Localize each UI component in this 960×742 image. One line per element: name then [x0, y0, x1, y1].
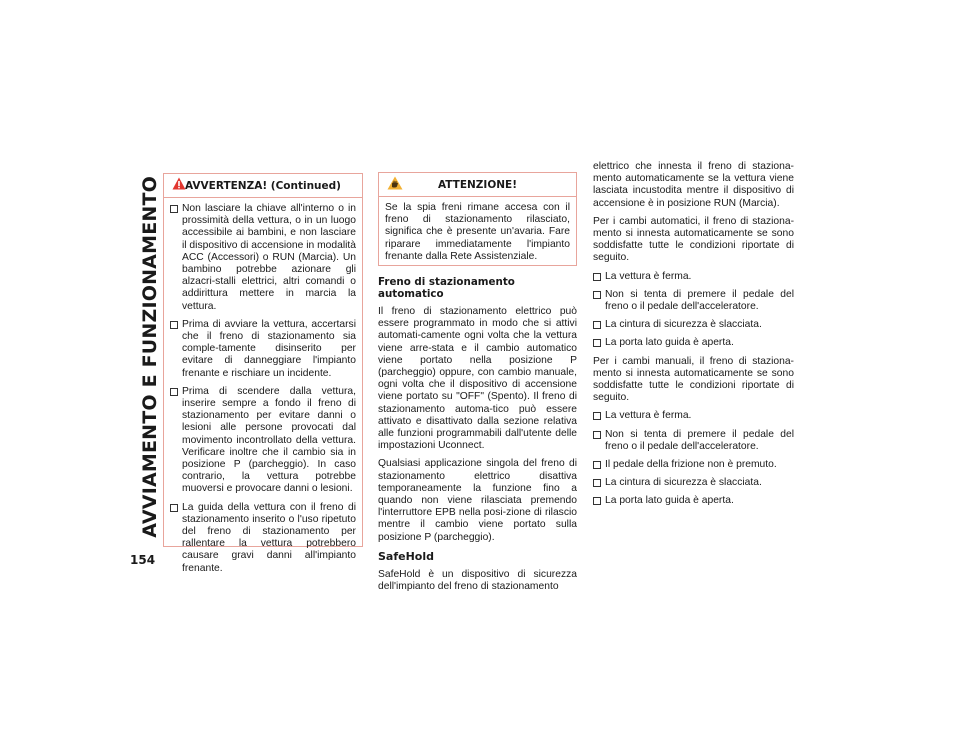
checkbox-icon [593, 479, 601, 487]
list-item-text: Non lasciare la chiave all'interno o in prossimità della vettura, o in un luogo accessibile ai bambini, e non lasciare il dispositivo di accensione in modalità ACC (Accessori) o RUN (Marcia). Un bambino potrebbe azionare gli alzacri-stalli elettrici, altri comandi o addirittura mettere in marcia la vettura. [182, 203, 356, 312]
list-item-text: La guida della vettura con il freno di stazionamento inserito o l'uso ripetuto del freno di stazionamento per rallentare la vettura potrebbero causare gravi danni all'impianto frenante. [182, 501, 356, 574]
checkbox-icon [593, 497, 601, 505]
list-item [170, 203, 356, 313]
column-3 [593, 161, 794, 514]
list-item-text: La porta lato guida è aperta. [605, 495, 734, 507]
checkbox-icon [170, 205, 178, 213]
list-item [593, 337, 794, 349]
checkbox-icon [170, 388, 178, 396]
section-heading: Freno di stazionamento automatico [378, 276, 515, 300]
paragraph: elettrico che innesta il freno di staziona-mento automaticamente se la vettura viene lasciata incustodita mentre il dispositivo di accensione è in posizione RUN (Marcia). [593, 161, 794, 209]
list-item-text: Prima di avviare la vettura, accertarsi che il freno di stazionamento sia comple-tamente disinserito per evitare di danneggiare l'impianto frenante e rischiare un incidente. [182, 318, 356, 379]
checkbox-icon [170, 321, 178, 329]
warning-box-title: AVVERTENZA! (Continued) [185, 179, 341, 192]
paragraph: Per i cambi automatici, il freno di staziona-mento si innesta automaticamente se sono soddisfatte tutte le condizioni riportate di seguito. [593, 215, 794, 264]
paragraph: Per i cambi manuali, il freno di staziona-mento si innesta automaticamente se sono soddisfatte tutte le condizioni riportate di seguito. [593, 355, 794, 404]
list-item [593, 271, 794, 283]
list-item [593, 289, 794, 313]
list-item [170, 502, 356, 575]
list-item [593, 477, 794, 489]
list-item [170, 386, 356, 496]
paragraph: Il freno di stazionamento elettrico può essere programmato in modo che si attivi automati-camente ogni volta che la vettura viene arre-stata e il cambio automatico viene portato nella posizione P (parcheggio) oppure, con cambio manuale, ogni volta che il dispositivo di accensione viene portato su "OFF" (Spento). Il freno di stazionamento automa-tico può essere attivato e disattivato dalla sezione relativa alle funzioni programmabili dall'utente delle impostazioni Uconnect. [378, 306, 577, 452]
paragraph: Qualsiasi applicazione singola del freno di stazionamento elettrico disattiva temporaneamente la funzione fino a quando non viene rilasciata premendo l'interruttore EPB nella posi-zione di rilascio mentre il cambio viene portato sulla posizione P (parcheggio). [378, 458, 577, 543]
list-item-text: Non si tenta di premere il pedale del freno o il pedale dell'acceleratore. [605, 428, 794, 452]
checkbox-icon [593, 291, 601, 299]
warning-box [163, 173, 363, 574]
list-item-text: La cintura di sicurezza è slacciata. [605, 319, 762, 331]
checkbox-icon [593, 273, 601, 281]
checkbox-icon [593, 461, 601, 469]
caution-text: Se la spia freni rimane accesa con il freno di stazionamento rilasciato, significa che è presente un'avaria. Fare riparare immediatamente l'impianto frenante dalla Rete Assistenziale. [385, 202, 570, 262]
list-item [593, 495, 794, 507]
caution-box [378, 172, 577, 266]
caution-box-title: ATTENZIONE! [437, 178, 518, 191]
checkbox-icon [170, 504, 178, 512]
list-item [593, 410, 794, 422]
warning-box-header [164, 174, 362, 198]
list-item [593, 459, 794, 471]
warning-list [170, 203, 356, 575]
page-number: 154 [130, 553, 156, 567]
paragraph: SafeHold è un dispositivo di sicurezza dell'impianto del freno di stazionamento [378, 568, 577, 593]
chapter-title [138, 176, 162, 596]
list-item [593, 429, 794, 453]
list-item-text: Il pedale della frizione non è premuto. [605, 459, 777, 471]
list-item-text: La vettura è ferma. [605, 270, 692, 282]
list-item-text: La vettura è ferma. [605, 410, 692, 422]
list-item [170, 319, 356, 380]
caution-hand-icon [387, 176, 403, 193]
list-item [593, 319, 794, 331]
checkbox-icon [593, 339, 601, 347]
conditions-list-manual [593, 410, 794, 507]
checkbox-icon [593, 431, 601, 439]
column-2 [378, 276, 577, 599]
section-heading-safehold: SafeHold [378, 549, 434, 563]
chapter-title-text: AVVIAMENTO E FUNZIONAMENTO [139, 176, 161, 538]
caution-box-header [379, 173, 576, 197]
list-item-text: Non si tenta di premere il pedale del freno o il pedale dell'acceleratore. [605, 288, 794, 313]
checkbox-icon [593, 321, 601, 329]
list-item-text: La cintura di sicurezza è slacciata. [605, 477, 762, 489]
list-item-text: La porta lato guida è aperta. [605, 337, 734, 349]
conditions-list-automatic [593, 271, 794, 350]
list-item-text: Prima di scendere dalla vettura, inserire sempre a fondo il freno di stazionamento per evitare danni o lesioni alle persone provocati dal movimento incontrollato della vettura. Verificare inoltre che il cambio sia in posizione P (parcheggio). In caso contrario, la vettura potrebbe muoversi e provocare danni o lesioni. [182, 385, 356, 495]
warning-triangle-icon [172, 177, 186, 193]
checkbox-icon [593, 412, 601, 420]
